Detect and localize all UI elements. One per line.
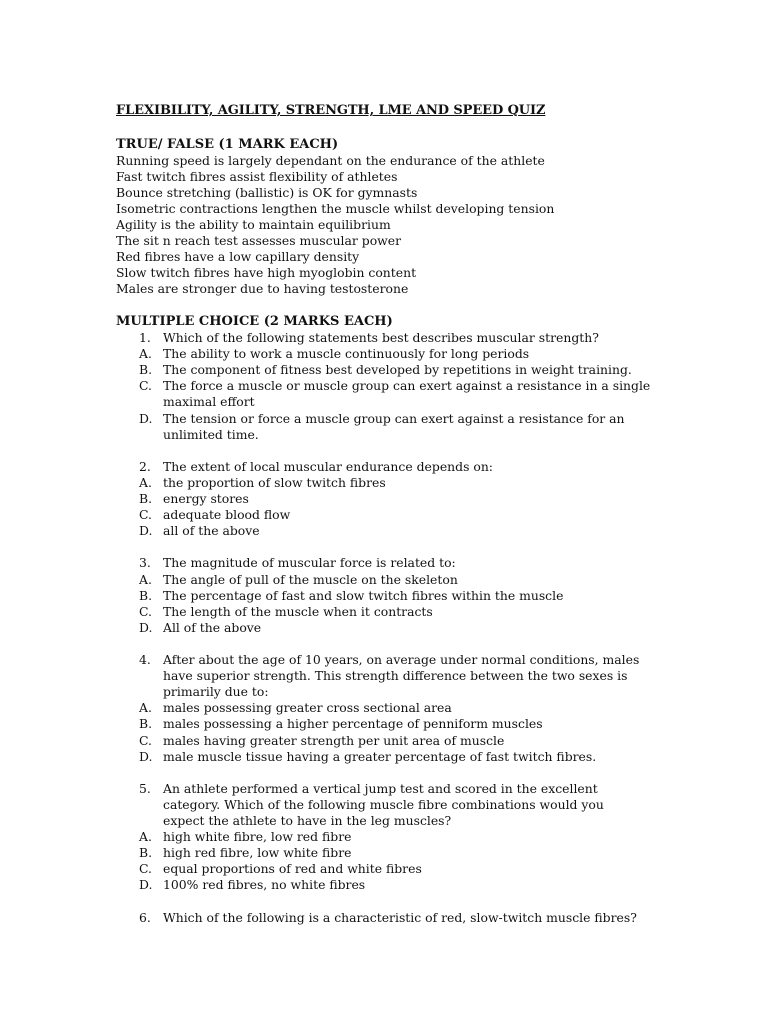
option-text: high white fibre, low red fibre	[163, 829, 352, 845]
true-false-statement: Running speed is largely dependant on the endurance of the athlete	[116, 153, 545, 168]
option-text: The component of fitness best developed by repetitions in weight training.	[163, 362, 632, 378]
true-false-heading: TRUE/ FALSE (1 MARK EACH)	[116, 137, 339, 152]
option-text: male muscle tissue having a greater percentage of fast twitch fibres.	[163, 748, 597, 764]
question-text: After about the age of 10 years, on average under normal conditions, males	[163, 652, 640, 667]
question-text: The magnitude of muscular force is related to:	[163, 555, 456, 571]
option-text: The force a muscle or muscle group can exert against a resistance in a single	[163, 378, 651, 394]
question-text: have superior strength. This strength difference between the two sexes is	[163, 668, 628, 684]
option-letter: C.	[139, 732, 152, 748]
true-false-statement: Red fibres have a low capillary density	[116, 249, 360, 264]
true-false-statement: Agility is the ability to maintain equilibrium	[116, 217, 391, 232]
option-letter: C.	[139, 507, 152, 523]
question-text: category. Which of the following muscle fibre combinations would you	[163, 796, 604, 812]
option-letter: D.	[139, 410, 153, 426]
option-text: energy stores	[163, 491, 249, 506]
question-text: primarily due to:	[163, 684, 269, 700]
option-letter: B.	[139, 845, 153, 861]
page-title: FLEXIBILITY, AGILITY, STRENGTH, LME AND SPEED QUIZ	[116, 103, 546, 118]
option-letter: D.	[139, 523, 153, 539]
option-text: all of the above	[163, 523, 260, 539]
option-letter: C.	[139, 603, 152, 619]
option-letter: A.	[139, 474, 152, 490]
question-number: 6.	[139, 909, 151, 925]
option-text: The percentage of fast and slow twitch fibres within the muscle	[163, 587, 564, 603]
option-letter: D.	[139, 748, 153, 764]
option-letter: A.	[139, 346, 152, 362]
question-text: An athlete performed a vertical jump test and scored in the excellent	[163, 780, 598, 796]
true-false-statement: Males are stronger due to having testosterone	[116, 281, 409, 296]
option-text: unlimited time.	[163, 426, 259, 442]
question-text: Which of the following statements best describes muscular strength?	[163, 330, 599, 345]
option-letter: A.	[139, 829, 152, 845]
option-letter: D.	[139, 619, 153, 635]
option-text: equal proportions of red and white fibres	[163, 861, 422, 877]
true-false-statement: Fast twitch fibres assist flexibility of athletes	[116, 169, 398, 184]
question-number: 3.	[139, 555, 151, 571]
option-letter: B.	[139, 716, 153, 732]
option-text: The tension or force a muscle group can exert against a resistance for an	[163, 410, 625, 426]
option-text: adequate blood flow	[163, 507, 291, 523]
true-false-statement: Bounce stretching (ballistic) is OK for gymnasts	[116, 185, 418, 200]
option-text: high red fibre, low white fibre	[163, 845, 352, 861]
true-false-statement: Slow twitch fibres have high myoglobin content	[116, 265, 417, 280]
option-text: The length of the muscle when it contracts	[163, 603, 433, 619]
option-letter: A.	[139, 700, 152, 716]
option-text: The ability to work a muscle continuously for long periods	[163, 346, 530, 362]
true-false-statement: Isometric contractions lengthen the muscle whilst developing tension	[116, 201, 555, 216]
question-number: 1.	[139, 330, 151, 345]
option-text: All of the above	[163, 619, 262, 635]
option-letter: C.	[139, 378, 152, 394]
option-text: 100% red fibres, no white fibres	[163, 877, 366, 893]
question-number: 2.	[139, 458, 151, 474]
option-text: The angle of pull of the muscle on the skeleton	[163, 571, 458, 587]
option-letter: C.	[139, 861, 152, 877]
option-text: males having greater strength per unit area of muscle	[163, 732, 505, 748]
question-number: 5.	[139, 780, 151, 796]
question-text: The extent of local muscular endurance depends on:	[163, 458, 493, 474]
multiple-choice-heading: MULTIPLE CHOICE (2 MARKS EACH)	[116, 314, 393, 329]
option-letter: A.	[139, 571, 152, 587]
option-text: the proportion of slow twitch fibres	[163, 474, 386, 490]
option-letter: B.	[139, 587, 153, 603]
option-letter: B.	[139, 491, 153, 506]
true-false-statement: The sit n reach test assesses muscular power	[116, 233, 402, 248]
option-letter: D.	[139, 877, 153, 893]
option-letter: B.	[139, 362, 153, 378]
option-text: males possessing a higher percentage of penniform muscles	[163, 716, 543, 732]
question-text: expect the athlete to have in the leg muscles?	[163, 813, 452, 828]
question-text: Which of the following is a characteristic of red, slow-twitch muscle fibres?	[163, 909, 637, 925]
question-number: 4.	[139, 652, 151, 667]
option-text: males possessing greater cross sectional area	[163, 700, 452, 716]
option-text: maximal effort	[163, 394, 255, 410]
